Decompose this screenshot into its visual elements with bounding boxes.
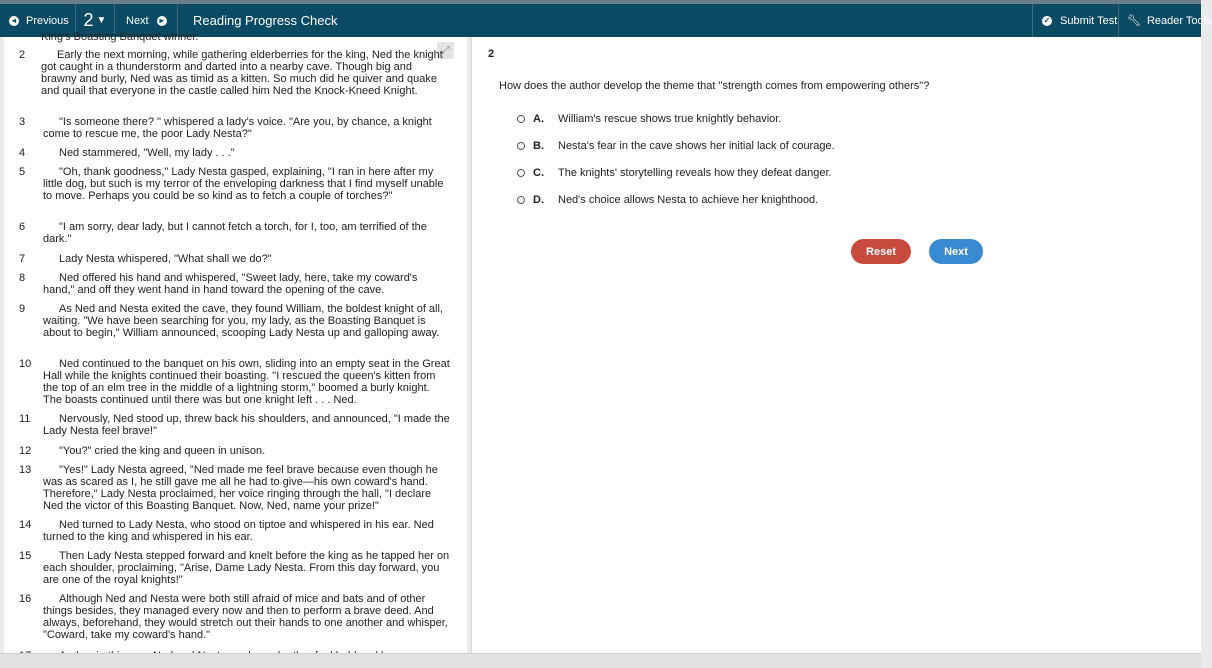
check-icon: ✓ (1043, 15, 1051, 25)
paragraph-number: 8 (19, 272, 26, 284)
paragraph-text: Then Lady Nesta stepped forward and knelt before the king as he tapped her on each shoulder, proclaiming, "Arise, Dame Lady Nesta. From this day forward, you are one of the royal knights!" (43, 550, 450, 586)
option-text: William's rescue shows true knightly behavior. (558, 113, 782, 125)
wrench-icon: 🔧︎ (1127, 15, 1141, 27)
bottom-scroll-strip (0, 653, 1201, 668)
answer-option-b[interactable] (517, 139, 835, 153)
paragraph-text: "I am sorry, dear lady, but I cannot fetch a torch, for I, too, am terrified of the dark." (43, 221, 427, 245)
option-letter: D. (533, 194, 544, 206)
test-title: Reading Progress Check (193, 13, 338, 28)
paragraph-text: Although Ned and Nesta were both still afraid of mice and bats and of other things besides, they managed every now and then to perform a brave deed. And always, beforehand, they would stretch out their hands to one another and whisper, "Coward, take my coward's hand." (43, 593, 448, 641)
radio-button[interactable] (517, 142, 525, 150)
paragraph-number: 15 (19, 550, 32, 562)
paragraph-number: 13 (19, 464, 32, 476)
paragraph-text: Ned stammered, "Well, my lady . . ." (59, 147, 235, 159)
reader-tools-label: Reader Tools (1146, 14, 1212, 27)
paragraph-text: Nervously, Ned stood up, threw back his shoulders, and announced, "I made the Lady Nesta feel brave!" (43, 413, 450, 437)
option-letter: C. (533, 167, 544, 179)
paragraph-number: 14 (19, 519, 32, 531)
submit-test-button[interactable] (1032, 4, 1119, 37)
paragraph-text: "Oh, thank goodness," Lady Nesta gasped, explaining, "I ran in here after my little dog, but such is my terror of the enveloping darkness that I find myself unable to move. Perhaps you could be so kind as to fetch a couple of torches?" (43, 166, 444, 202)
paragraph-number: 5 (19, 166, 26, 178)
paragraph-text: Ned continued to the banquet on his own, sliding into an empty seat in the Great Hall while the knights continued their boasting. "I rescued the queen's kitten from the top of an elm tree in the middle of a lightning storm," boomed a burly knight. The boasts continued until there was but one knight left . . . Ned. (43, 358, 450, 406)
passage-cut-text: King's Boasting Banquet winner. (41, 31, 199, 43)
question-label: 2 (488, 48, 495, 60)
paragraph-number: 16 (19, 593, 32, 605)
option-text: Nesta's fear in the cave shows her initial lack of courage. (558, 140, 835, 152)
option-letter: A. (533, 113, 544, 125)
paragraph-number: 6 (19, 221, 26, 233)
paragraph-number: 4 (19, 147, 26, 159)
paragraph-text: "Is someone there? " whispered a lady's voice. "Are you, by chance, a knight come to rescue me, the poor Lady Nesta?" (43, 116, 432, 140)
paragraph-text: Ned offered his hand and whispered, "Sweet lady, here, take my coward's hand," and off they went hand in hand toward the opening of the cave. (43, 272, 418, 296)
radio-button[interactable] (517, 196, 525, 204)
next-label: Next (126, 14, 149, 27)
question-panel (471, 37, 1201, 653)
radio-button[interactable] (517, 169, 525, 177)
answer-option-c[interactable] (517, 166, 832, 180)
arrow-right-icon: ▸ (157, 16, 167, 26)
submit-label: Submit Test (1060, 14, 1118, 27)
option-text: Ned's choice allows Nesta to achieve her knighthood. (558, 194, 819, 206)
paragraph-text: Early the next morning, while gathering elderberries for the king, Ned the knight got caught in a thunderstorm and darted into a nearby cave. Though big and brawny and burly, Ned was as timid as a kitten. So much did he quiver and quake and quail that everyone in the castle called him Ned the Knock-Kneed Knight. (41, 49, 443, 97)
answer-option-a[interactable] (517, 112, 781, 126)
paragraph-number: 9 (19, 303, 26, 315)
next-button[interactable]: Next (929, 239, 983, 264)
option-letter: B. (533, 140, 544, 152)
passage-panel[interactable] (4, 31, 467, 653)
paragraph-number: 10 (19, 358, 32, 370)
answer-option-d[interactable] (517, 193, 818, 207)
question-text: How does the author develop the theme that "strength comes from empowering others"? (499, 80, 930, 92)
reader-tools-button[interactable] (1119, 4, 1212, 37)
paragraph-number: 12 (19, 445, 32, 457)
option-text: The knights' storytelling reveals how they defeat danger. (558, 167, 832, 179)
paragraph-text: As Ned and Nesta exited the cave, they found William, the boldest knight of all, waiting. "We have been searching for you, my lady, as the Boasting Banquet is about to begin," William announced, scooping Lady Nesta up and galloping away. (43, 303, 443, 339)
reset-button[interactable]: Reset (851, 239, 911, 264)
question-number: 2 (83, 10, 94, 30)
paragraph-text: "Yes!" Lady Nesta agreed, "Ned made me feel brave because even though he was as scared as I, he still gave me all he had to give—his own coward's hand. Therefore," Lady Nesta proclaimed, her voice ringing through the hall, "I declare Ned the victor of this Boasting Banquet. Now, Ned, name your prize!" (43, 464, 438, 512)
paragraph-text: Lady Nesta whispered, "What shall we do?" (59, 253, 272, 265)
paragraph-number: 7 (19, 253, 26, 265)
paragraph-number: 2 (19, 49, 26, 61)
arrow-left-icon: ◂ (9, 16, 19, 26)
previous-label: Previous (26, 14, 69, 27)
paragraph-text: "You?" cried the king and queen in unison. (59, 445, 266, 457)
chevron-down-icon: ▼ (96, 15, 107, 26)
expand-icon[interactable]: ⤢ (437, 42, 454, 59)
paragraph-number: 3 (19, 116, 26, 128)
paragraph-number: 11 (19, 413, 31, 425)
radio-button[interactable] (517, 115, 525, 123)
paragraph-text: Ned turned to Lady Nesta, who stood on tiptoe and whispered in his ear. Ned turned to the king and whispered in his ear. (43, 519, 434, 543)
